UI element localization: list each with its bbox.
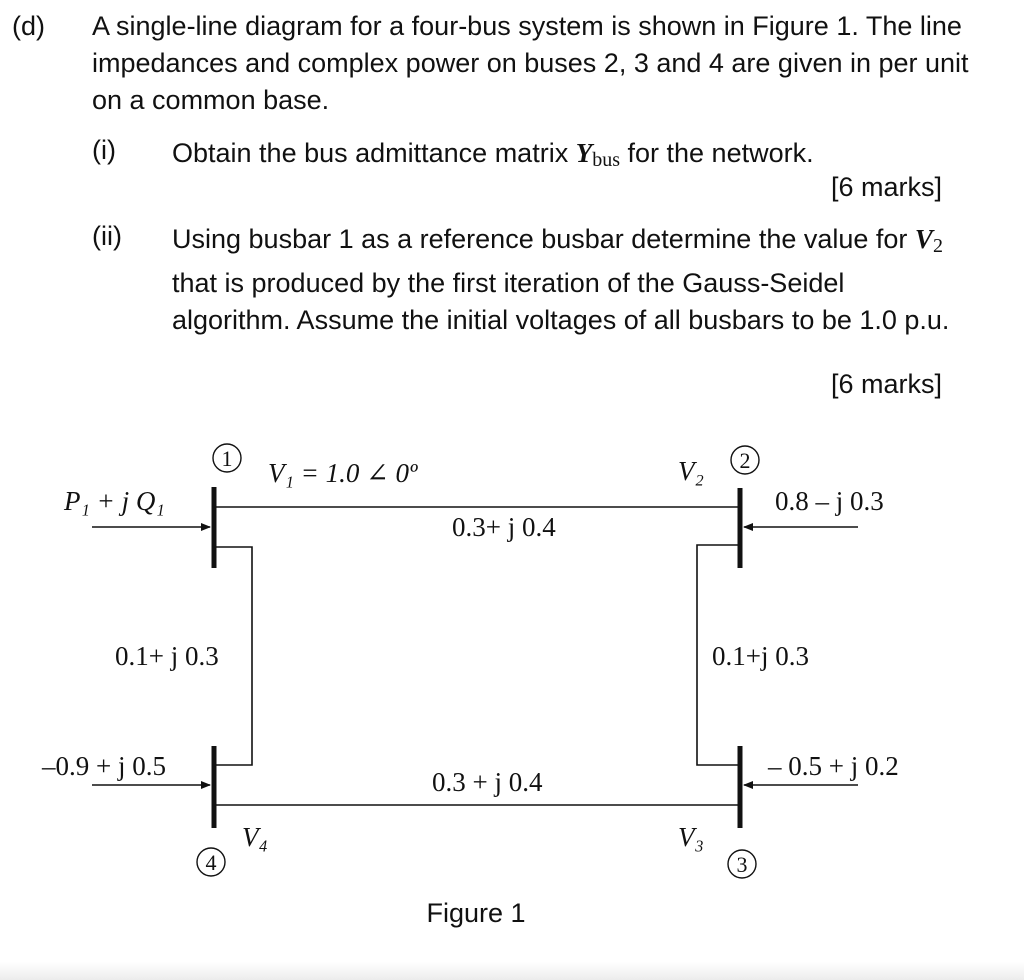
- bus-1-number: 1: [221, 446, 233, 471]
- line-1-2-impedance: 0.3+ j 0.4: [452, 512, 556, 542]
- question-intro: A single-line diagram for a four-bus system is shown in Figure 1. The line impedances and complex power on buses 2, 3 and 4 are given in per unit on a common base.: [92, 11, 969, 115]
- bus-4-voltage-label: V₄: [242, 822, 268, 852]
- question-label: (d): [12, 11, 45, 41]
- line-1-4-impedance: 0.1+ j 0.3: [115, 641, 219, 671]
- single-line-diagram: [0, 400, 1024, 960]
- v2-subscript: 2: [932, 235, 943, 257]
- part-ii-text: [172, 221, 952, 339]
- part-ii-text-after: that is produced by the first iteration of the Gauss-Seidel algorithm. Assume the initial voltages of all busbars to be 1.0 p.u.: [172, 268, 950, 335]
- bus-4-power-label: –0.9 + j 0.5: [42, 751, 166, 781]
- bus-3-power-label: – 0.5 + j 0.2: [768, 751, 899, 781]
- bus-1-power-label: P₁ + j Q₁: [64, 486, 165, 516]
- bottom-shadow: [0, 962, 1024, 980]
- part-i-text-before: Obtain the bus admittance matrix: [172, 138, 576, 168]
- bus-4-number: 4: [205, 850, 217, 875]
- bus-3-number: 3: [736, 852, 748, 877]
- part-i-label: (i): [92, 135, 116, 165]
- line-4-3-impedance: 0.3 + j 0.4: [432, 767, 543, 797]
- part-i-text-after: for the network.: [620, 138, 814, 168]
- bus-2-number: 2: [739, 448, 751, 473]
- ybus-subscript: bus: [592, 149, 620, 171]
- part-ii-marks: [6 marks]: [830, 369, 942, 399]
- bus-2-voltage-label: V₂: [678, 456, 704, 486]
- part-ii-text-before: Using busbar 1 as a reference busbar determine the value for: [172, 224, 915, 254]
- part-ii-label: (ii): [92, 221, 122, 251]
- figure-caption: Figure 1: [426, 898, 526, 928]
- ybus-symbol: Y: [575, 138, 593, 168]
- line-1-4: [214, 547, 252, 765]
- line-2-3-impedance: 0.1+j 0.3: [712, 641, 809, 671]
- bus-2-power-label: 0.8 – j 0.3: [775, 486, 884, 516]
- bus-1-voltage-label: V₁ = 1.0 ∠ 0º: [268, 458, 418, 488]
- part-i-marks: [6 marks]: [830, 172, 942, 202]
- bus-3-voltage-label: V₃: [678, 822, 704, 852]
- v2-symbol: V: [914, 224, 933, 254]
